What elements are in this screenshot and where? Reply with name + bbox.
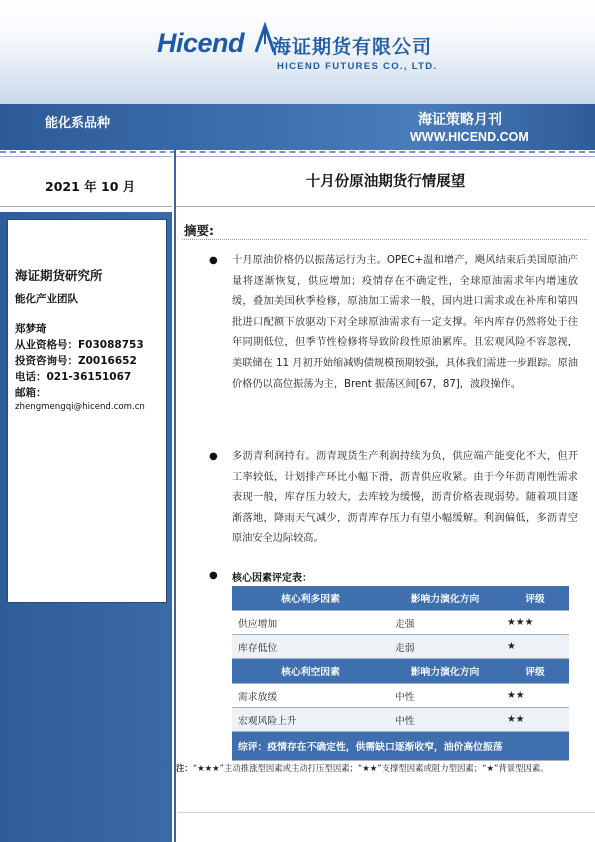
dashed-divider (0, 151, 595, 153)
logo-subtitle: HICEND FUTURES CO., LTD. (277, 61, 438, 72)
report-date: 2021 年 10 月 (45, 179, 136, 194)
table-header-row (232, 659, 569, 684)
logo-english: Hicend (157, 28, 245, 58)
rating-cell: ★★ (501, 708, 569, 732)
vertical-divider (174, 150, 176, 842)
company-logo (157, 22, 447, 82)
paragraph-crude-oil: 十月原油价格仍以振荡运行为主。OPEC+温和增产，飓风结束后美国原油产量将逐渐恢复，供应增加；疫情存在不确定性，全球原油需求年内增速放缓，叠加美国秋季检修，原油加工需求一般，国内进口需求或在补库和第四批进口配额下放驱动下对全球原油需求有一定支撑。年内库存仍然将处于往年同期低位，但季节性检修将导致阶段性原油累库。且宏观风险不容忽视，美联储在 11 月初开始缩减购债规模预期较强，具体我们需进一步跟踪。原油价格仍以高位振荡为主，Brent 振荡区间[67，87]，波段操作。 (232, 255, 578, 390)
abstract-heading: 摘要: (184, 223, 214, 238)
direction-cell: 中性 (389, 684, 501, 708)
direction-cell: 走强 (389, 611, 501, 635)
factor-cell: 宏观风险上升 (232, 708, 389, 732)
consulting-number: 投资咨询号：Z0016652 (15, 355, 137, 367)
website-link[interactable]: WWW.HICEND.COM (410, 130, 529, 144)
bullet-icon: ● (209, 255, 218, 266)
table-row (232, 611, 569, 635)
note-label: 注： (176, 763, 193, 773)
header-cell: 影响力演化方向 (389, 586, 501, 611)
core-factors-table (232, 586, 569, 761)
team-name: 能化产业团队 (15, 293, 78, 305)
bottom-rule (178, 812, 595, 813)
rating-cell: ★ (501, 635, 569, 659)
header-cell: 评级 (501, 659, 569, 684)
rating-cell: ★★★ (501, 611, 569, 635)
direction-cell: 走弱 (389, 635, 501, 659)
email-label: 邮箱： (15, 387, 47, 399)
header-cell: 影响力演化方向 (389, 659, 501, 684)
paragraph-asphalt: 多沥青利润持有。沥青现货生产利润持续为负，供应端产能变化不大，但开工率较低，计划排产环比小幅下滑，沥青供应收紧。由于今年沥青刚性需求表现一般，库存压力较大，去库较为缓慢，沥青价格表现弱势。随着项目逐渐落地，降雨天气减少，沥青库存压力有望小幅缓解。利润偏低，多沥青空原油安全边际较高。 (232, 451, 578, 545)
table-header-row (232, 586, 569, 611)
phone: 电话：021-36151067 (15, 371, 132, 383)
table-row (232, 708, 569, 732)
table-row (232, 635, 569, 659)
header-cell: 评级 (501, 586, 569, 611)
email-address[interactable]: zhengmengqi@hicend.com.cn (15, 402, 145, 412)
table-label: 核心因素评定表： (232, 573, 312, 584)
factor-cell: 供应增加 (232, 611, 389, 635)
bullet-icon: ● (209, 570, 218, 581)
direction-cell: 中性 (389, 708, 501, 732)
analyst-name: 郑梦琦 (15, 323, 47, 335)
factor-cell: 需求放缓 (232, 684, 389, 708)
rating-cell: ★★ (501, 684, 569, 708)
factor-cell: 库存低位 (232, 635, 389, 659)
institute-name: 海证期货研究所 (15, 268, 103, 283)
logo-chinese: 海证期货有限公司 (272, 36, 433, 58)
table-row (232, 684, 569, 708)
qualification-number: 从业资格号：F03088753 (15, 339, 144, 351)
summary-cell: 综评：疫情存在不确定性，供需缺口逐渐收窄，油价高位振荡 (232, 732, 569, 761)
bullet-icon: ● (209, 451, 218, 462)
note-text: “★★★”主动推涨型因素或主动打压型因素；“★★”支撑型因素或阻力型因素；“★”背景型因素。 (192, 763, 549, 773)
report-title: 十月份原油期货行情展望 (305, 174, 466, 190)
header-cell: 核心利空因素 (232, 659, 389, 684)
abstract-rule (182, 239, 587, 240)
rating-note (176, 760, 586, 777)
header-cell: 核心利多因素 (232, 586, 389, 611)
section-label: 能化系品种 (45, 116, 111, 131)
table-summary-row (232, 732, 569, 761)
publication-name: 海证策略月刊 (418, 112, 502, 128)
